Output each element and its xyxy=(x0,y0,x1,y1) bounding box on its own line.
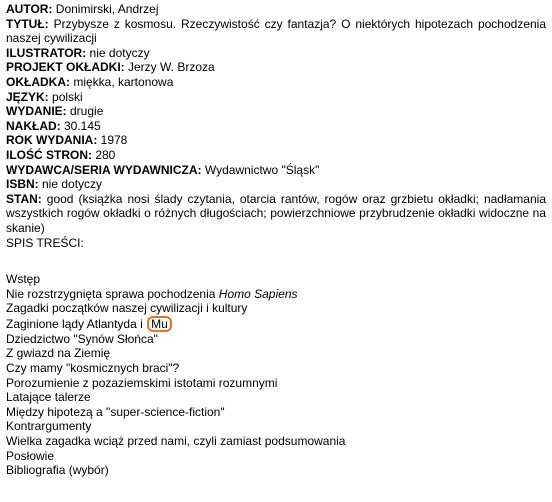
toc-item: Nie rozstrzygnięta sprawa pochodzenia Homo Sapiens xyxy=(6,286,298,301)
toc-item: Czy mamy "kosmicznych braci"? xyxy=(6,361,180,376)
field-cover-design: PROJEKT OKŁADKI: Jerzy W. Brzoza xyxy=(6,60,215,75)
field-isbn: ISBN: nie dotyczy xyxy=(6,177,103,192)
field-year: ROK WYDANIA: 1978 xyxy=(6,133,128,148)
field-edition: WYDANIE: drugie xyxy=(6,104,104,119)
toc-item: Kontrargumenty xyxy=(6,419,92,434)
toc-item: Posłowie xyxy=(6,448,55,463)
highlight-circle-mark: Mu xyxy=(147,316,172,332)
toc-item: Bibliografia (wybór) xyxy=(6,463,109,478)
field-publisher: WYDAWCA/SERIA WYDAWNICZA: Wydawnictwo "Śląsk" xyxy=(6,162,320,177)
field-illustrator: ILUSTRATOR: nie dotyczy xyxy=(6,45,150,60)
toc-item: Wielka zagadka wciąż przed nami, czyli zamiast podsumowania xyxy=(6,434,346,449)
toc-item: Latające talerze xyxy=(6,390,91,405)
spacer xyxy=(6,250,546,272)
field-pages: ILOŚĆ STRON: 280 xyxy=(6,147,116,162)
field-author: AUTOR: Donimirski, Andrzej xyxy=(6,2,159,16)
table-of-contents xyxy=(6,272,546,478)
toc-item: Między hipotezą a "super-science-fiction" xyxy=(6,404,225,419)
toc-item: Zagadki początków naszej cywilizacji i kultury xyxy=(6,301,248,316)
toc-item: Dziedzictwo "Synów Słońca" xyxy=(6,331,158,346)
field-cover: OKŁADKA: miękka, kartonowa xyxy=(6,74,174,89)
field-condition: STAN: good (książka nosi ślady czytania, otarcia rantów, rogów oraz grzbietu okładki; nadłamania wszystkich rogów okładki o różnych długościach; powierzchniowe przybrudzenie okładki widoczne na skanie) xyxy=(6,191,546,235)
toc-item: Z gwiazd na Ziemię xyxy=(6,346,111,361)
field-language: JĘZYK: polski xyxy=(6,89,83,104)
toc-item: Porozumienie z pozaziemskimi istotami rozumnymi xyxy=(6,375,278,390)
field-print-run: NAKŁAD: 30.145 xyxy=(6,118,101,133)
toc-item: Wstęp xyxy=(6,272,41,287)
toc-item: Zaginione lądy Atlantyda i Mu xyxy=(6,316,546,332)
field-title: TYTUŁ: Przybysze z kosmosu. Rzeczywistość czy fantazja? O niektórych hipotezach pochodzenia naszej cywilizacji xyxy=(6,16,546,46)
toc-heading: SPIS TREŚCI: xyxy=(6,235,84,250)
